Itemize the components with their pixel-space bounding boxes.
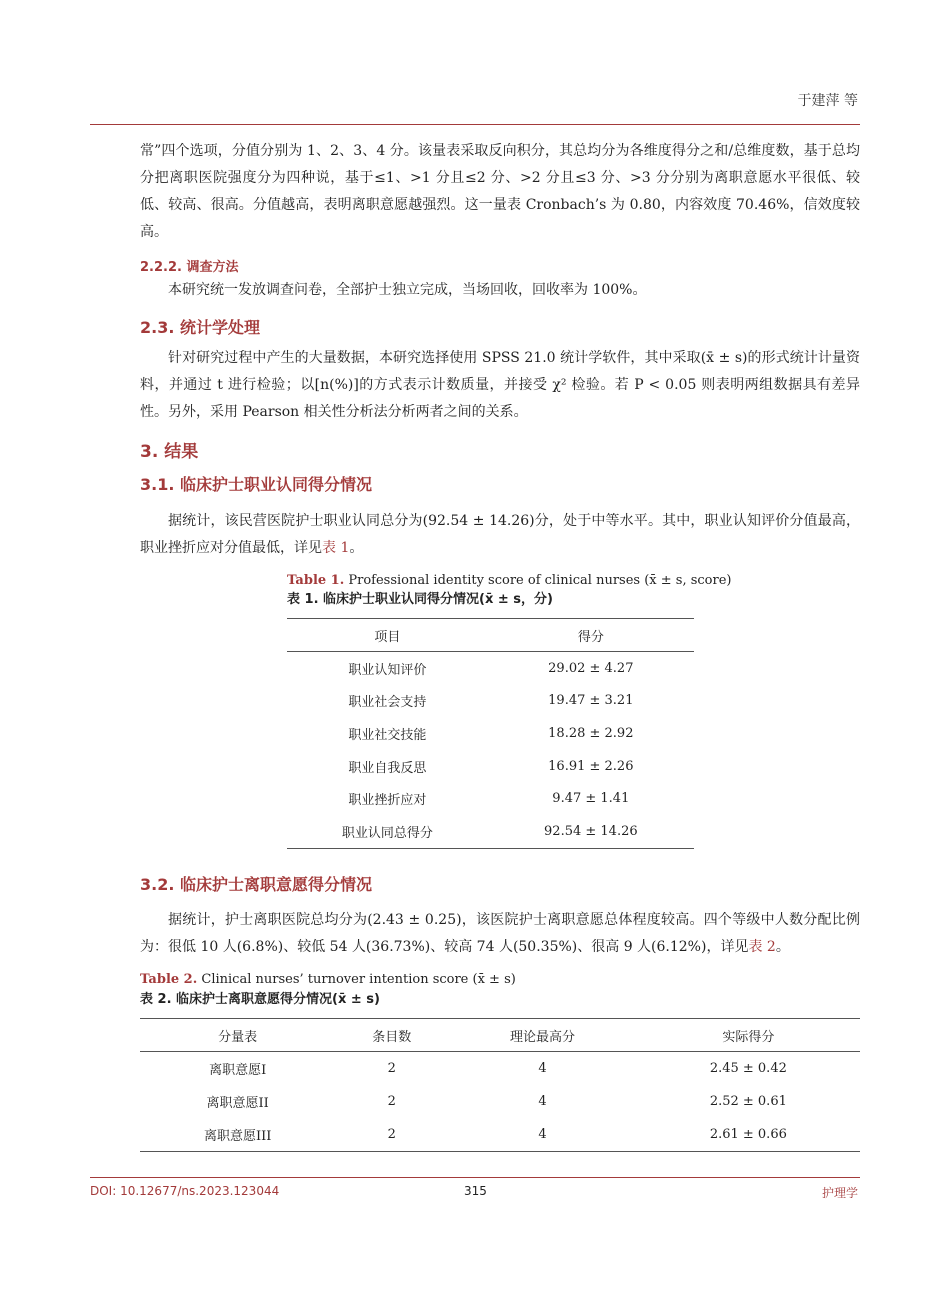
table-cell: 2.52 ± 0.61 [709,1094,787,1109]
table-cell: 职业认知评价 [348,662,427,678]
table-cell: 16.91 ± 2.26 [548,758,634,774]
paragraph-identity-text: 据统计，该民营医院护士职业认同总分为(92.54 ± 14.26)分，处于中等水平。其中，职业认知评价分值最高，职业挫折应对分值最低，详见 [140,513,860,556]
table-cell: 2 [387,1127,396,1142]
table-header-cell: 得分 [488,619,694,652]
table-row [287,717,694,750]
table-header-cell: 实际得分 [637,1019,860,1052]
table-1-caption-en [287,571,731,590]
table-cell: 职业社交技能 [348,727,427,743]
table-row [287,815,694,848]
header-rule [90,124,860,125]
table-1-label-en: Table 1. [287,573,345,588]
footer-doi[interactable]: DOI: 10.12677/ns.2023.123044 [90,1184,280,1198]
footer-journal-name: 护理学 [821,1186,858,1200]
table-cell: 离职意愿II [206,1096,269,1111]
running-header-author: 于建萍 等 [797,93,858,109]
table-cell: 职业自我反思 [348,760,427,776]
table-2-label-en: Table 2. [140,972,198,987]
paragraph-identity-results [140,508,860,562]
paragraph-turnover-end: 。 [775,939,790,955]
table-row [140,1118,860,1152]
table-header-cell: 条目数 [335,1019,448,1052]
table-2-title-en: Clinical nurses’ turnover intention score (x̄ ± s) [201,972,516,987]
paragraph-identity-end: 。 [349,540,364,556]
table-2-link[interactable]: 表 2 [748,939,776,955]
table-cell: 9.47 ± 1.41 [552,791,630,807]
table-row [140,1085,860,1118]
table-cell: 职业挫折应对 [348,793,427,809]
table-header-row [287,619,694,652]
heading-3: 3. 结果 [140,442,199,462]
table-cell: 离职意愿III [203,1129,272,1144]
table-header-row [140,1019,860,1052]
heading-2-2-2: 2.2.2. 调查方法 [140,260,239,275]
table-cell: 2.45 ± 0.42 [709,1061,787,1076]
table-cell: 29.02 ± 4.27 [548,660,634,676]
heading-3-1: 3.1. 临床护士职业认同得分情况 [140,475,372,494]
page-number: 315 [464,1184,487,1198]
table-cell: 4 [538,1094,547,1109]
table-cell: 4 [538,1127,547,1142]
table-cell: 离职意愿I [209,1063,267,1078]
table-2 [140,1018,860,1152]
paragraph-scale-description: 常”四个选项，分值分别为 1、2、3、4 分。该量表采取反向积分，其总均分为各维度得分之和/总维度数，基于总均分把离职医院强度分为四种说，基于≤1、>1 分且≤2 分、>2 分且≤3 分、>3 分分别为离职意愿水平很低、较低、较高、很高。分值越高，表明离职意愿越强烈。这一量表 Cronbach’s 为 0.80，内容效度 70.46%，信效度较高。 [140,143,860,240]
table-row [287,750,694,783]
table-row [140,1052,860,1086]
table-1-link[interactable]: 表 1 [322,540,350,556]
table-row [287,652,694,685]
table-2-caption-en [140,970,516,989]
table-header-cell: 项目 [287,619,488,652]
paragraph-survey-method: 本研究统一发放调查问卷，全部护士独立完成，当场回收，回收率为 100%。 [168,282,647,298]
table-cell: 2 [387,1061,396,1076]
table-2-caption-cn: 表 2. 临床护士离职意愿得分情况(x̄ ± s) [140,992,380,1007]
table-cell: 4 [538,1061,547,1076]
footer-rule [90,1177,860,1178]
table-cell: 92.54 ± 14.26 [544,823,638,839]
table-1-title-en: Professional identity score of clinical nurses (x̄ ± s, score) [348,573,732,588]
table-cell: 职业认同总得分 [341,825,433,841]
table-cell: 19.47 ± 3.21 [548,693,634,709]
table-cell: 职业社会支持 [348,695,427,711]
table-row [287,782,694,815]
table-cell: 2.61 ± 0.66 [709,1127,787,1142]
table-header-cell: 分量表 [140,1019,335,1052]
table-row [287,685,694,718]
heading-3-2: 3.2. 临床护士离职意愿得分情况 [140,875,372,894]
paragraph-turnover-text: 据统计，护士离职医院总均分为(2.43 ± 0.25)，该医院护士离职意愿总体程度较高。四个等级中人数分配比例为：很低 10 人(6.8%)、较低 54 人(36.73%)、较高 74 人(50.35%)、很高 9 人(6.12%)，详见 [140,912,860,955]
table-cell: 2 [387,1094,396,1109]
heading-2-3: 2.3. 统计学处理 [140,318,260,337]
table-cell: 18.28 ± 2.92 [548,725,634,741]
table-1-caption-cn: 表 1. 临床护士职业认同得分情况(x̄ ± s，分) [287,592,553,607]
paragraph-turnover-results [140,907,860,961]
table-1 [287,618,694,849]
paragraph-statistics: 针对研究过程中产生的大量数据，本研究选择使用 SPSS 21.0 统计学软件，其中采取(x̄ ± s)的形式统计计量资料，并通过 t 进行检验；以[n(%)]的方式表示计数质量，并接受 χ² 检验。若 P < 0.05 则表明两组数据具有差异性。另外，采用 Pearson 相关性分析法分析两者之间的关系。 [140,350,860,420]
table-header-cell: 理论最高分 [448,1019,636,1052]
